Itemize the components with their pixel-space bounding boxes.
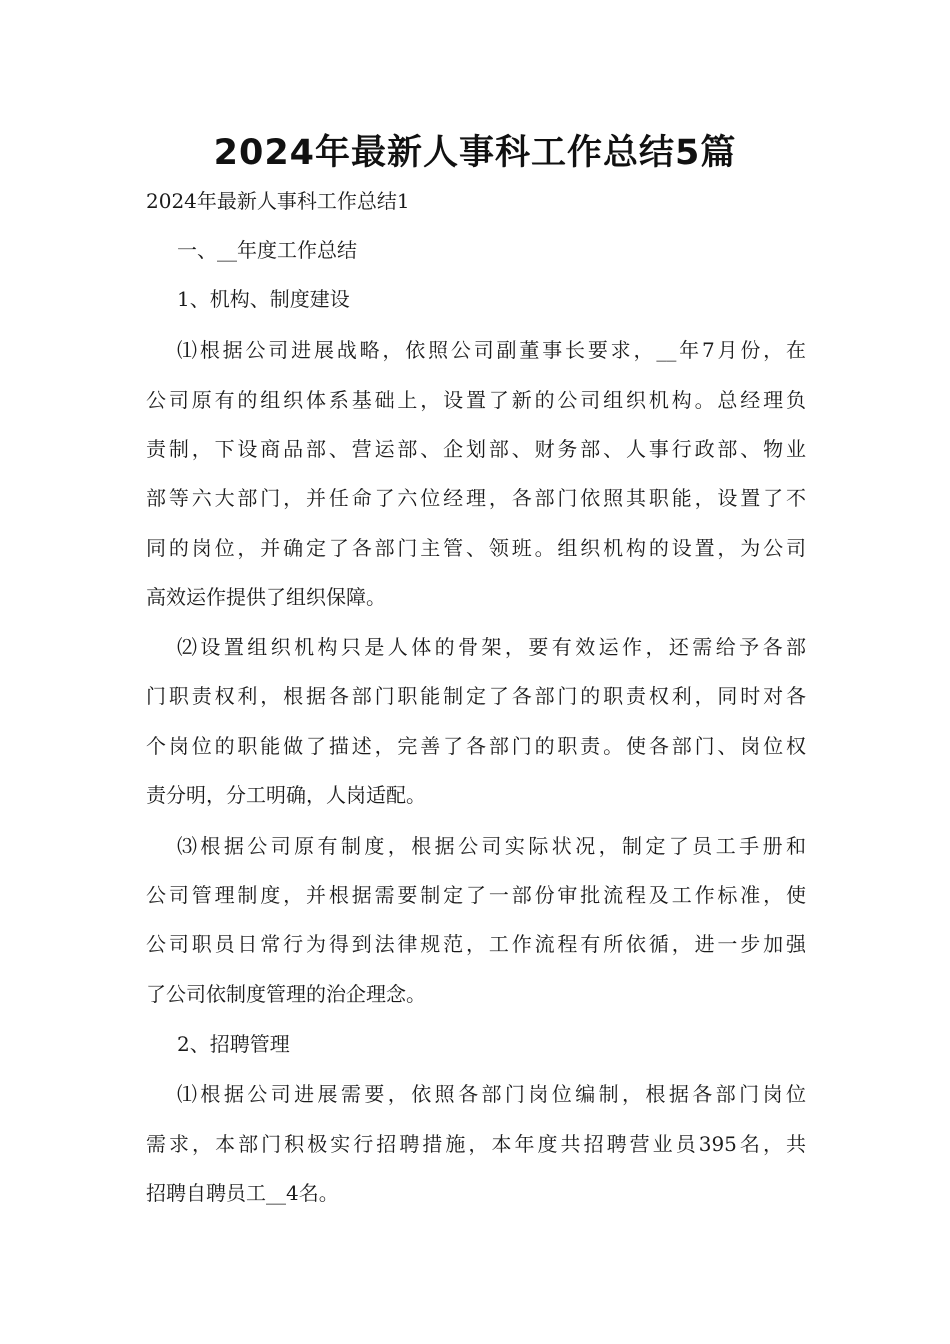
paragraph-4-line: 需求，本部门积极实行招聘措施，本年度共招聘营业员395名，共 [146, 1132, 806, 1156]
paragraph-1-line: 高效运作提供了组织保障。 [146, 585, 386, 609]
paragraph-1-line: 同的岗位，并确定了各部门主管、领班。组织机构的设置，为公司 [146, 536, 806, 560]
document-title: 2024年最新人事科工作总结5篇 [213, 133, 737, 173]
paragraph-4-line: 招聘自聘员工__4名。 [146, 1181, 339, 1205]
paragraph-2-line: 责分明，分工明确，人岗适配。 [146, 783, 426, 807]
paragraph-4-line: ⑴根据公司进展需要，依照各部门岗位编制，根据各部门岗位 [177, 1082, 806, 1106]
document-subtitle: 2024年最新人事科工作总结1 [146, 189, 410, 213]
paragraph-2-line: 个岗位的职能做了描述，完善了各部门的职责。使各部门、岗位权 [146, 734, 806, 758]
paragraph-3-line: 公司管理制度，并根据需要制定了一部份审批流程及工作标准，使 [146, 883, 806, 907]
paragraph-3-line: ⑶根据公司原有制度，根据公司实际状况，制定了员工手册和 [177, 834, 806, 858]
paragraph-3-line: 了公司依制度管理的治企理念。 [146, 982, 426, 1006]
paragraph-1-line: 部等六大部门，并任命了六位经理，各部门依照其职能，设置了不 [146, 486, 806, 510]
paragraph-1-line: 责制，下设商品部、营运部、企划部、财务部、人事行政部、物业 [146, 437, 806, 461]
paragraph-1-line: ⑴根据公司进展战略，依照公司副董事长要求，__年7月份，在 [177, 338, 806, 362]
heading-recruitment: 2、招聘管理 [177, 1032, 290, 1056]
paragraph-2-line: 门职责权利，根据各部门职能制定了各部门的职责权利，同时对各 [146, 684, 806, 708]
paragraph-3-line: 公司职员日常行为得到法律规范，工作流程有所依循，进一步加强 [146, 932, 806, 956]
paragraph-1-line: 公司原有的组织体系基础上，设置了新的公司组织机构。总经理负 [146, 388, 806, 412]
section-heading: 一、__年度工作总结 [177, 238, 357, 262]
paragraph-2-line: ⑵设置组织机构只是人体的骨架，要有效运作，还需给予各部 [177, 635, 806, 659]
heading-organization: 1、机构、制度建设 [177, 287, 350, 311]
